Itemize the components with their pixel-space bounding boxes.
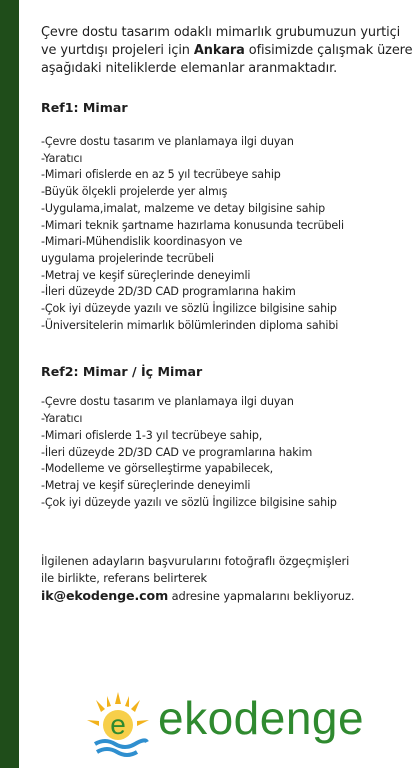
list-item: -Mimari teknik şartname hazırlama konusunda tecrübeli [41,218,344,232]
list-item: -İleri düzeyde 2D/3D CAD ve programlarına hakim [41,445,313,459]
svg-text:e: e [110,709,126,740]
ad-content [41,24,413,605]
intro-paragraph [41,24,413,78]
list-item: -Mimari ofislerde 1-3 yıl tecrübeye sahip, [41,428,263,442]
ref1-title: Ref1: Mimar [41,100,128,115]
sidebar-stripe [0,0,19,768]
list-item: -Yaratıcı [41,412,83,426]
list-item: -Mimari-Mühendislik koordinasyon ve [41,235,243,249]
list-item: uygulama projelerinde tecrübeli [41,251,214,265]
list-item: -Üniversitelerin mimarlık bölümlerinden diploma sahibi [41,318,339,332]
ref1-list [41,134,413,334]
list-item: -İleri düzeyde 2D/3D CAD programlarına hakim [41,285,296,299]
list-item: -Çok iyi düzeyde yazılı ve sözlü İngilizce bilgisine sahip [41,495,337,509]
intro-city: Ankara [193,43,245,58]
intro-text: Çevre dostu tasarım odaklı mimarlık grubumuzun yurtiçi ve yurtdışı projeleri için [41,25,401,58]
list-item: -Büyük ölçekli projelerde yer almış [41,185,228,199]
email-link[interactable]: ik@ekodenge.com [41,588,169,604]
list-item: -Metraj ve keşif süreçlerinde deneyimli [41,268,251,282]
logo-text: ekodenge [158,692,365,744]
list-item: -Uygulama,imalat, malzeme ve detay bilgisine sahip [41,201,326,215]
list-item: -Metraj ve keşif süreçlerinde deneyimli [41,478,251,492]
ref2-title: Ref2: Mimar / İç Mimar [41,364,203,380]
list-item: -Modelleme ve görselleştirme yapabilecek, [41,462,273,476]
closing-line-3 [41,587,413,605]
closing-text-end: adresine yapmalarını bekliyoruz. [168,589,355,604]
closing-block [41,553,413,605]
ekodenge-logo [83,690,383,760]
ref2-list [41,394,413,511]
sun-e-icon [83,690,153,760]
list-item: -Mimari ofislerde en az 5 yıl tecrübeye sahip [41,168,281,182]
list-item: -Çevre dostu tasarım ve planlamaya ilgi duyan [41,135,294,148]
list-item: -Çevre dostu tasarım ve planlamaya ilgi duyan [41,395,294,409]
closing-line-1: İlgilenen adayların başvurularını fotoğraflı özgeçmişleri [41,554,350,569]
list-item: -Yaratıcı [41,151,83,165]
list-item: -Çok iyi düzeyde yazılı ve sözlü İngilizce bilgisine sahip [41,302,337,316]
closing-line-2: ile birlikte, referans belirterek [41,571,208,586]
intro-text-end: ofisimizde çalışmak üzere aşağıdaki niteliklerde elemanlar aranmaktadır. [41,43,413,76]
